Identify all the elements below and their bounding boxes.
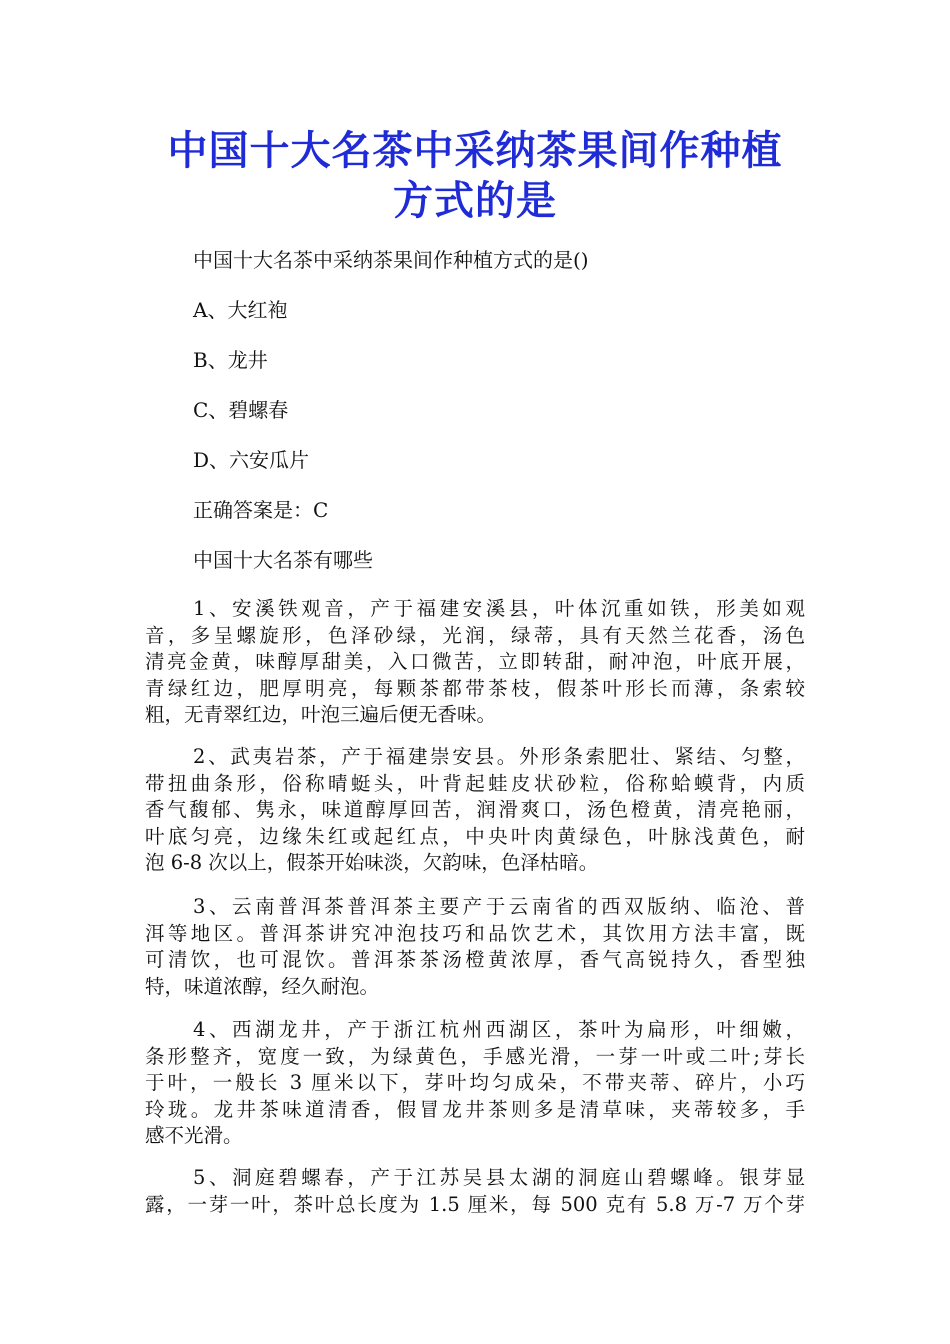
paragraph-line: 1、安溪铁观音，产于福建安溪县，叶体沉重如铁，形美如观 [193, 597, 805, 620]
paragraph-line: 4、西湖龙井，产于浙江杭州西湖区，茶叶为扁形，叶细嫩， [193, 1018, 805, 1041]
paragraph-wuyi-yancha [145, 744, 805, 877]
paragraph-line: 粗，无青翠红边，叶泡三遍后便无香味。 [145, 703, 497, 726]
answer-text: 正确答案是：C [193, 498, 329, 522]
paragraph-line: 清亮金黄，味醇厚甜美，入口微苦，立即转甜，耐冲泡，叶底开展， [145, 650, 805, 673]
paragraph-line: 音，多呈螺旋形，色泽砂绿，光润，绿蒂，具有天然兰花香，汤色 [145, 623, 805, 647]
option-a: A、大红袍 [193, 298, 288, 322]
paragraph-line: 青绿红边，肥厚明亮，每颗茶都带茶枝，假茶叶形长而薄，条索较 [145, 676, 805, 700]
document-title [100, 126, 850, 226]
paragraph-tieguanyin [145, 596, 805, 729]
paragraph-line: 可清饮，也可混饮。普洱茶茶汤橙黄浓厚，香气高锐持久，香型独 [145, 948, 805, 971]
paragraph-line: 洱等地区。普洱茶讲究冲泡技巧和品饮艺术，其饮用方法丰富，既 [145, 921, 805, 945]
paragraph-longjing [145, 1017, 805, 1150]
title-line: 方式的是 [393, 177, 557, 224]
paragraph-biluochun [145, 1165, 805, 1218]
option-d: D、六安瓜片 [193, 448, 310, 472]
paragraph-line: 香气馥郁、隽永，味道醇厚回苦，润滑爽口，汤色橙黄，清亮艳丽， [145, 798, 805, 821]
paragraph-line: 2、武夷岩茶，产于福建崇安县。外形条索肥壮、紧结、匀整， [193, 745, 805, 768]
paragraph-line: 感不光滑。 [145, 1124, 243, 1147]
section-heading: 中国十大名茶有哪些 [193, 548, 373, 572]
paragraph-line: 带扭曲条形，俗称晴蜓头，叶背起蛙皮状砂粒，俗称蛤蟆背，内质 [145, 771, 805, 795]
title-line: 中国十大名茶中采纳茶果间作种植 [167, 127, 783, 174]
paragraph-line: 露，一芽一叶，茶叶总长度为 1.5 厘米，每 500 克有 5.8 万-7 万个芽 [145, 1192, 805, 1216]
paragraph-line: 叶底匀亮，边缘朱红或起红点，中央叶肉黄绿色，叶脉浅黄色，耐 [145, 824, 805, 848]
paragraph-line: 特，味道浓醇，经久耐泡。 [145, 974, 380, 998]
option-c: C、碧螺春 [193, 398, 289, 422]
paragraph-line: 玲珑。龙井茶味道清香，假冒龙井茶则多是清草味，夹蒂较多，手 [145, 1097, 805, 1121]
paragraph-line: 泡 6-8 次以上，假茶开始味淡，欠韵味，色泽枯暗。 [145, 851, 599, 874]
paragraph-line: 5、洞庭碧螺春，产于江苏吴县太湖的洞庭山碧螺峰。银芽显 [193, 1166, 805, 1189]
question-text: 中国十大名茶中采纳茶果间作种植方式的是() [193, 248, 589, 272]
paragraph-line: 于叶，一般长 3 厘米以下，芽叶均匀成朵，不带夹蒂、碎片，小巧 [145, 1071, 805, 1094]
paragraph-line: 3、云南普洱茶普洱茶主要产于云南省的西双版纳、临沧、普 [193, 895, 805, 918]
paragraph-line: 条形整齐，宽度一致，为绿黄色，手感光滑，一芽一叶或二叶;芽长 [145, 1044, 805, 1068]
option-b: B、龙井 [193, 348, 268, 372]
paragraph-puer [145, 894, 805, 1000]
